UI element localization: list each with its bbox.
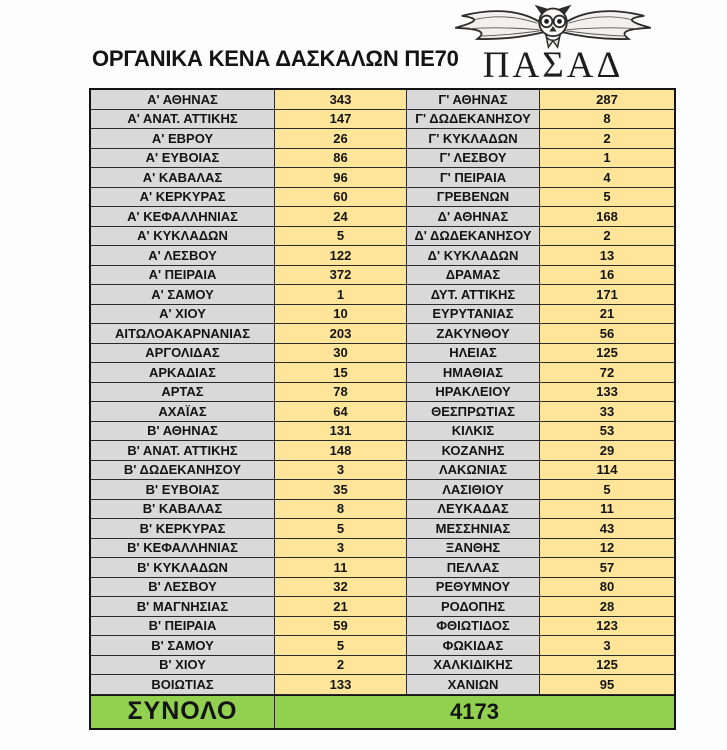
vacancy-count-cell: 133 <box>540 383 674 403</box>
vacancy-count-cell: 287 <box>540 90 674 110</box>
district-name-cell: ΚΙΛΚΙΣ <box>407 422 540 442</box>
district-name-cell: ΑΙΤΩΛΟΑΚΑΡΝΑΝΙΑΣ <box>91 324 275 344</box>
district-name-cell: ΛΑΣΙΘΙΟΥ <box>407 480 540 500</box>
total-label: ΣΥΝΟΛΟ <box>91 695 275 728</box>
district-name-cell: Α' ΚΕΦΑΛΛΗΝΙΑΣ <box>91 207 275 227</box>
vacancy-count-cell: 16 <box>540 266 674 286</box>
vacancy-count-cell: 343 <box>275 90 407 110</box>
district-name-cell: Α' ΛΕΣΒΟΥ <box>91 246 275 266</box>
vacancy-count-cell: 60 <box>275 188 407 208</box>
vacancy-count-cell: 133 <box>275 675 407 695</box>
district-name-cell: Α' ΚΑΒΑΛΑΣ <box>91 168 275 188</box>
logo-text: ΠΑΣΑΔ <box>482 45 624 86</box>
vacancy-count-cell: 15 <box>275 363 407 383</box>
vacancy-count-cell: 114 <box>540 461 674 481</box>
vacancy-count-cell: 12 <box>540 539 674 559</box>
vacancy-count-cell: 8 <box>275 500 407 520</box>
district-name-cell: Α' ΕΥΒΟΙΑΣ <box>91 149 275 169</box>
vacancy-count-cell: 57 <box>540 558 674 578</box>
district-name-cell: Β' ΠΕΙΡΑΙΑ <box>91 617 275 637</box>
district-name-cell: ΞΑΝΘΗΣ <box>407 539 540 559</box>
district-name-cell: ΖΑΚΥΝΘΟΥ <box>407 324 540 344</box>
vacancy-count-cell: 2 <box>275 656 407 676</box>
district-name-cell: ΑΧΑΪΑΣ <box>91 402 275 422</box>
vacancy-count-cell: 10 <box>275 305 407 325</box>
vacancy-count-cell: 11 <box>275 558 407 578</box>
district-name-cell: ΦΩΚΙΔΑΣ <box>407 636 540 656</box>
vacancy-count-cell: 33 <box>540 402 674 422</box>
vacancy-count-cell: 30 <box>275 344 407 364</box>
vacancy-count-cell: 5 <box>540 188 674 208</box>
district-name-cell: ΗΛΕΙΑΣ <box>407 344 540 364</box>
district-name-cell: Δ' ΑΘΗΝΑΣ <box>407 207 540 227</box>
vacancy-count-cell: 148 <box>275 441 407 461</box>
district-name-cell: ΡΕΘΥΜΝΟΥ <box>407 578 540 598</box>
district-name-cell: ΔΥΤ. ΑΤΤΙΚΗΣ <box>407 285 540 305</box>
district-name-cell: Δ' ΔΩΔΕΚΑΝΗΣΟΥ <box>407 227 540 247</box>
vacancy-count-cell: 1 <box>275 285 407 305</box>
district-name-cell: ΒΟΙΩΤΙΑΣ <box>91 675 275 695</box>
district-name-cell: Α' ΕΒΡΟΥ <box>91 129 275 149</box>
district-name-cell: ΑΡΓΟΛΙΔΑΣ <box>91 344 275 364</box>
vacancy-count-cell: 21 <box>540 305 674 325</box>
vacancy-count-cell: 21 <box>275 597 407 617</box>
district-name-cell: ΛΕΥΚΑΔΑΣ <box>407 500 540 520</box>
vacancy-count-cell: 59 <box>275 617 407 637</box>
vacancy-count-cell: 53 <box>540 422 674 442</box>
vacancy-count-cell: 11 <box>540 500 674 520</box>
district-name-cell: Γ' ΔΩΔΕΚΑΝΗΣΟΥ <box>407 110 540 130</box>
district-name-cell: Δ' ΚΥΚΛΑΔΩΝ <box>407 246 540 266</box>
district-name-cell: Β' ΑΘΗΝΑΣ <box>91 422 275 442</box>
district-name-cell: ΧΑΛΚΙΔΙΚΗΣ <box>407 656 540 676</box>
district-name-cell: Α' ΚΕΡΚΥΡΑΣ <box>91 188 275 208</box>
vacancy-count-cell: 122 <box>275 246 407 266</box>
district-name-cell: ΚΟΖΑΝΗΣ <box>407 441 540 461</box>
vacancy-count-cell: 43 <box>540 519 674 539</box>
vacancy-count-cell: 5 <box>275 227 407 247</box>
district-name-cell: Α' ΑΘΗΝΑΣ <box>91 90 275 110</box>
district-name-cell: ΑΡΚΑΔΙΑΣ <box>91 363 275 383</box>
district-name-cell: ΑΡΤΑΣ <box>91 383 275 403</box>
district-name-cell: ΗΡΑΚΛΕΙΟΥ <box>407 383 540 403</box>
district-name-cell: Α' ΠΕΙΡΑΙΑ <box>91 266 275 286</box>
district-name-cell: ΗΜΑΘΙΑΣ <box>407 363 540 383</box>
district-name-cell: Β' ΛΕΣΒΟΥ <box>91 578 275 598</box>
district-name-cell: Β' ΚΕΦΑΛΛΗΝΙΑΣ <box>91 539 275 559</box>
district-name-cell: Β' ΔΩΔΕΚΑΝΗΣΟΥ <box>91 461 275 481</box>
vacancy-count-cell: 1 <box>540 149 674 169</box>
vacancy-count-cell: 203 <box>275 324 407 344</box>
district-name-cell: Β' ΕΥΒΟΙΑΣ <box>91 480 275 500</box>
district-name-cell: Γ' ΚΥΚΛΑΔΩΝ <box>407 129 540 149</box>
district-name-cell: ΕΥΡΥΤΑΝΙΑΣ <box>407 305 540 325</box>
vacancy-count-cell: 56 <box>540 324 674 344</box>
vacancy-count-cell: 168 <box>540 207 674 227</box>
district-name-cell: Γ' ΑΘΗΝΑΣ <box>407 90 540 110</box>
vacancy-count-cell: 3 <box>540 636 674 656</box>
vacancy-count-cell: 95 <box>540 675 674 695</box>
vacancy-table <box>89 88 676 730</box>
vacancy-count-cell: 4 <box>540 168 674 188</box>
vacancy-count-cell: 24 <box>275 207 407 227</box>
vacancy-count-cell: 80 <box>540 578 674 598</box>
vacancy-count-cell: 32 <box>275 578 407 598</box>
vacancy-count-cell: 78 <box>275 383 407 403</box>
vacancy-count-cell: 2 <box>540 129 674 149</box>
district-name-cell: ΛΑΚΩΝΙΑΣ <box>407 461 540 481</box>
owl-icon <box>444 2 662 50</box>
vacancy-count-cell: 372 <box>275 266 407 286</box>
vacancy-count-cell: 123 <box>540 617 674 637</box>
district-name-cell: Β' ΣΑΜΟΥ <box>91 636 275 656</box>
vacancy-count-cell: 125 <box>540 344 674 364</box>
vacancy-count-cell: 72 <box>540 363 674 383</box>
vacancy-count-cell: 13 <box>540 246 674 266</box>
district-name-cell: Α' ΚΥΚΛΑΔΩΝ <box>91 227 275 247</box>
vacancy-count-cell: 5 <box>540 480 674 500</box>
total-value: 4173 <box>275 695 674 728</box>
vacancy-count-cell: 125 <box>540 656 674 676</box>
page-title: ΟΡΓΑΝΙΚΑ ΚΕΝΑ ΔΑΣΚΑΛΩΝ ΠΕ70 <box>92 46 459 71</box>
district-name-cell: ΔΡΑΜΑΣ <box>407 266 540 286</box>
vacancy-count-cell: 2 <box>540 227 674 247</box>
vacancy-count-cell: 86 <box>275 149 407 169</box>
district-name-cell: ΜΕΣΣΗΝΙΑΣ <box>407 519 540 539</box>
district-name-cell: Β' ΑΝΑΤ. ΑΤΤΙΚΗΣ <box>91 441 275 461</box>
vacancy-count-cell: 64 <box>275 402 407 422</box>
vacancy-count-cell: 26 <box>275 129 407 149</box>
district-name-cell: Γ' ΛΕΣΒΟΥ <box>407 149 540 169</box>
vacancy-count-cell: 3 <box>275 539 407 559</box>
district-name-cell: ΓΡΕΒΕΝΩΝ <box>407 188 540 208</box>
vacancy-count-cell: 35 <box>275 480 407 500</box>
vacancy-count-cell: 5 <box>275 636 407 656</box>
district-name-cell: Α' ΧΙΟΥ <box>91 305 275 325</box>
district-name-cell: ΡΟΔΟΠΗΣ <box>407 597 540 617</box>
district-name-cell: Β' ΚΕΡΚΥΡΑΣ <box>91 519 275 539</box>
district-name-cell: ΘΕΣΠΡΩΤΙΑΣ <box>407 402 540 422</box>
district-name-cell: Β' ΚΥΚΛΑΔΩΝ <box>91 558 275 578</box>
district-name-cell: Β' ΚΑΒΑΛΑΣ <box>91 500 275 520</box>
district-name-cell: Β' ΜΑΓΝΗΣΙΑΣ <box>91 597 275 617</box>
vacancy-count-cell: 131 <box>275 422 407 442</box>
district-name-cell: ΦΘΙΩΤΙΔΟΣ <box>407 617 540 637</box>
district-name-cell: Α' ΣΑΜΟΥ <box>91 285 275 305</box>
vacancy-count-cell: 29 <box>540 441 674 461</box>
vacancy-count-cell: 5 <box>275 519 407 539</box>
district-name-cell: Β' ΧΙΟΥ <box>91 656 275 676</box>
district-name-cell: Γ' ΠΕΙΡΑΙΑ <box>407 168 540 188</box>
district-name-cell: ΧΑΝΙΩΝ <box>407 675 540 695</box>
vacancy-count-cell: 96 <box>275 168 407 188</box>
pasad-logo <box>444 2 662 84</box>
vacancy-count-cell: 28 <box>540 597 674 617</box>
district-name-cell: Α' ΑΝΑΤ. ΑΤΤΙΚΗΣ <box>91 110 275 130</box>
district-name-cell: ΠΕΛΛΑΣ <box>407 558 540 578</box>
vacancy-count-cell: 3 <box>275 461 407 481</box>
vacancy-count-cell: 8 <box>540 110 674 130</box>
vacancy-count-cell: 171 <box>540 285 674 305</box>
vacancy-count-cell: 147 <box>275 110 407 130</box>
